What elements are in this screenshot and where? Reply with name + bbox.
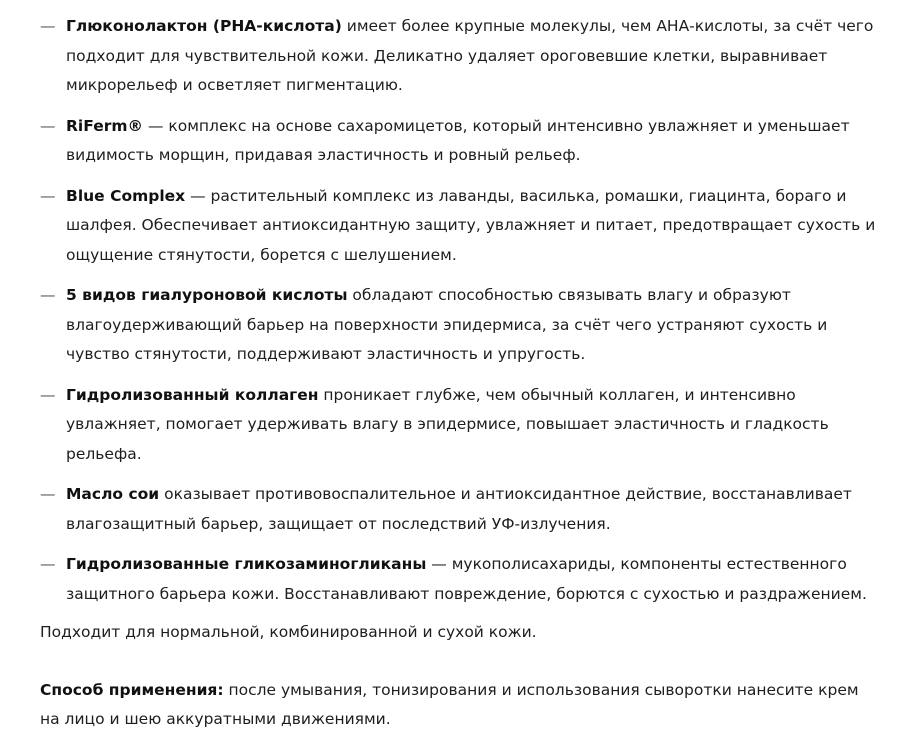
ingredient-description: — растительный комплекс из лаванды, василька, ромашки, гиацинта, бораго и шалфея. Обеспечивает антиоксидантную защиту, увлажняет и питает, предотвращает сухость и ощущение стянутости, борется с шелушением. — [66, 186, 876, 264]
list-dash: — — [40, 186, 56, 205]
list-item — [0, 12, 917, 101]
list-dash: — — [40, 385, 56, 404]
list-dash: — — [40, 116, 56, 135]
ingredient-description: оказывает противовоспалительное и антиоксидантное действие, восстанавливает влагозащитный барьер, защищает от последствий УФ-излучения. — [66, 485, 852, 533]
usage-instructions — [0, 676, 917, 735]
usage-label: Способ применения: — [40, 680, 224, 699]
ingredient-name: Blue Complex — [66, 186, 186, 205]
ingredient-name: RiFerm® — [66, 116, 144, 135]
list-dash: — — [40, 485, 56, 503]
list-item — [0, 281, 917, 370]
list-dash: — — [40, 555, 56, 573]
ingredient-description: — мукополисахариды, компоненты естественного защитного барьера кожи. Восстанавливают повреждение, борются с сухостью и раздражением. — [66, 555, 867, 603]
skin-type-note: Подходит для нормальной, комбинированной и сухой кожи. — [40, 623, 537, 641]
list-item — [0, 550, 917, 609]
list-item — [0, 182, 917, 271]
ingredient-description: — комплекс на основе сахаромицетов, который интенсивно увлажняет и уменьшает видимость морщин, придавая эластичность и ровный рельеф. — [66, 116, 850, 164]
ingredient-name: Гидролизованный коллаген — [66, 385, 319, 404]
ingredient-name: Масло сои — [66, 485, 160, 503]
list-item — [0, 480, 917, 539]
list-item — [0, 381, 917, 470]
usage-text: после умывания, тонизирования и использования сыворотки нанесите крем на лицо и шею аккуратными движениями. — [40, 680, 859, 728]
ingredient-list — [0, 12, 917, 609]
ingredient-name: Гидролизованные гликозаминогликаны — [66, 555, 427, 573]
ingredient-description: проникает глубже, чем обычный коллаген, и интенсивно увлажняет, помогает удерживать влагу в эпидермисе, повышает эластичность и гладкость рельефа. — [66, 385, 829, 463]
list-dash: — — [40, 17, 56, 35]
ingredient-name: Глюконолактон (PHA-кислота) — [66, 17, 342, 35]
ingredient-name: 5 видов гиалуроновой кислоты — [66, 286, 348, 304]
ingredient-description: имеет более крупные молекулы, чем АНА-кислоты, за счёт чего подходит для чувствительной кожи. Деликатно удаляет ороговевшие клетки, выравнивает микрорельеф и осветляет пигментацию. — [66, 17, 874, 94]
ingredient-description: обладают способностью связывать влагу и образуют влагоудерживающий барьер на поверхности эпидермиса, за счёт чего устраняют сухость и чувство стянутости, поддерживают эластичность и упругость. — [66, 286, 828, 363]
list-dash: — — [40, 286, 56, 304]
list-item — [0, 112, 917, 171]
